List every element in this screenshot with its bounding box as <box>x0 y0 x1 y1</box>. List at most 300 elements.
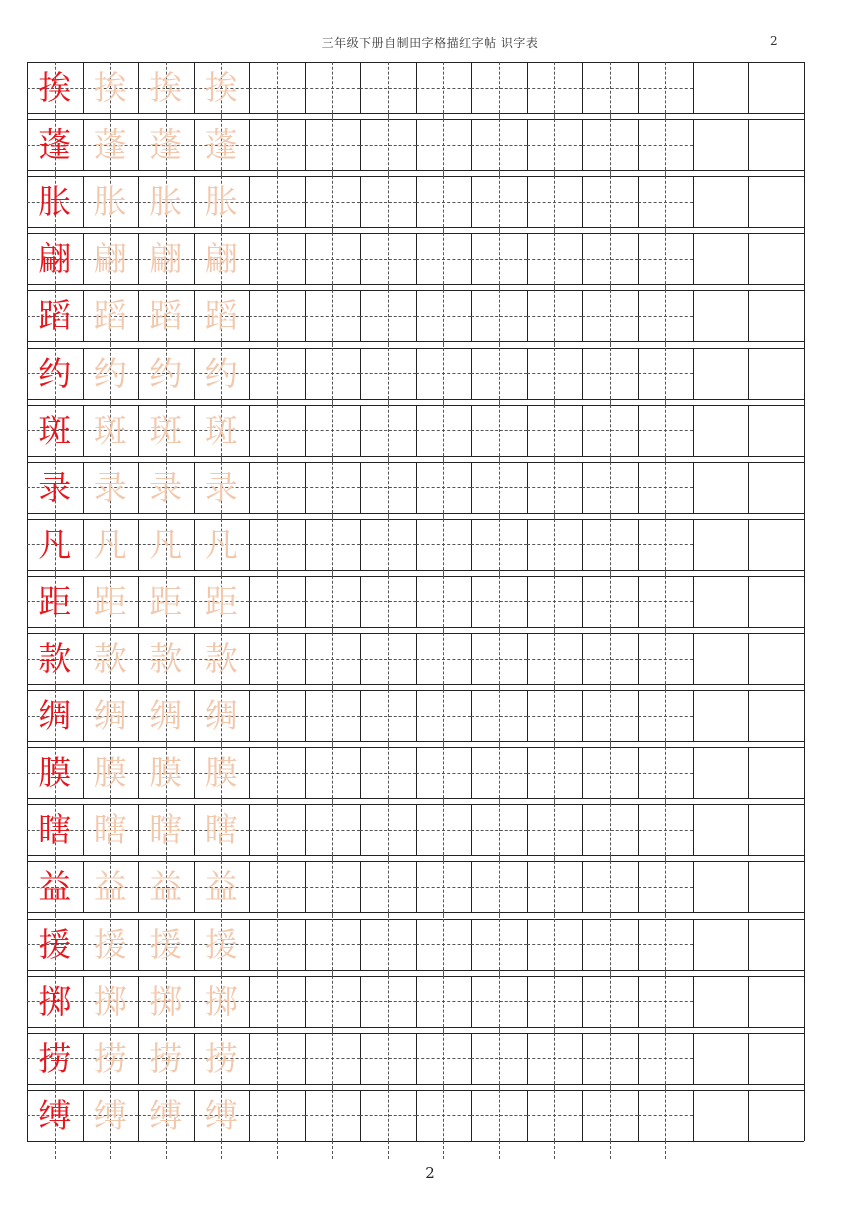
guide-gap-dash <box>277 1084 278 1090</box>
guide-gap-dash <box>665 341 666 347</box>
guide-gap-dash <box>332 170 333 176</box>
tianzige-cell <box>138 176 194 227</box>
tianzige-cell <box>27 519 83 570</box>
guide-gap-dash <box>221 627 222 633</box>
guide-gap-dash <box>55 627 56 633</box>
tianzige-cell <box>471 690 527 741</box>
tianzige-cell <box>249 462 305 513</box>
tianzige-cell <box>471 405 527 456</box>
tianzige-cell <box>27 233 83 284</box>
guide-gap-dash <box>166 970 167 976</box>
guide-gap-dash <box>221 970 222 976</box>
guide-gap-dash <box>554 627 555 633</box>
tianzige-cell <box>527 462 583 513</box>
guide-line-horizontal <box>249 887 305 888</box>
guide-gap-dash <box>499 684 500 690</box>
tianzige-cell <box>305 119 361 170</box>
tianzige-cell <box>416 348 472 399</box>
tianzige-cell <box>27 462 83 513</box>
row-bottom-border <box>27 798 804 799</box>
row-bottom-border <box>27 570 804 571</box>
guide-gap-dash <box>443 1141 444 1159</box>
tianzige-cell <box>83 861 139 912</box>
plain-cell <box>748 919 804 970</box>
trace-character: 约 <box>204 353 238 393</box>
tianzige-cell <box>305 519 361 570</box>
guide-line-horizontal <box>527 944 583 945</box>
trace-character: 胀 <box>149 182 183 222</box>
row-bottom-border <box>27 456 804 457</box>
tianzige-cell <box>416 290 472 341</box>
guide-line-horizontal <box>527 487 583 488</box>
plain-cell <box>693 462 748 513</box>
plain-cell <box>748 804 804 855</box>
tianzige-cell <box>471 919 527 970</box>
tianzige-cell <box>194 62 250 113</box>
tianzige-cell <box>471 233 527 284</box>
guide-gap-dash <box>221 684 222 690</box>
guide-gap-dash <box>499 798 500 804</box>
guide-line-horizontal <box>360 259 416 260</box>
trace-character: 款 <box>204 639 238 678</box>
guide-line-horizontal <box>360 145 416 146</box>
guide-gap-dash <box>110 912 111 918</box>
tianzige-cell <box>27 1033 83 1084</box>
guide-gap-dash <box>55 970 56 976</box>
guide-gap-dash <box>499 627 500 633</box>
tianzige-cell <box>305 348 361 399</box>
guide-gap-dash <box>388 456 389 462</box>
tianzige-cell <box>582 690 638 741</box>
guide-gap-dash <box>277 741 278 747</box>
tianzige-cell <box>138 62 194 113</box>
row-bottom-border <box>27 627 804 628</box>
tianzige-cell <box>582 462 638 513</box>
guide-gap-dash <box>110 113 111 119</box>
tianzige-cell <box>471 1090 527 1141</box>
tianzige-cell <box>582 976 638 1027</box>
guide-gap-dash <box>665 912 666 918</box>
guide-gap-dash <box>277 912 278 918</box>
guide-gap-dash <box>166 1084 167 1090</box>
guide-gap-dash <box>554 684 555 690</box>
trace-character: 绸 <box>149 696 183 736</box>
guide-gap-dash <box>332 684 333 690</box>
plain-cell <box>748 176 804 227</box>
guide-gap-dash <box>665 970 666 976</box>
guide-gap-dash <box>610 1027 611 1033</box>
tianzige-cell <box>27 405 83 456</box>
tianzige-cell <box>305 1090 361 1141</box>
model-character: 膜 <box>38 753 72 793</box>
tianzige-cell <box>416 176 472 227</box>
guide-line-horizontal <box>305 544 361 545</box>
guide-gap-dash <box>166 1027 167 1033</box>
tianzige-cell <box>416 861 472 912</box>
guide-gap-dash <box>221 1084 222 1090</box>
guide-gap-dash <box>665 1084 666 1090</box>
guide-line-horizontal <box>249 830 305 831</box>
tianzige-cell <box>360 633 416 684</box>
guide-gap-dash <box>554 170 555 176</box>
guide-gap-dash <box>499 970 500 976</box>
tianzige-cell <box>416 1033 472 1084</box>
guide-gap-dash <box>610 1084 611 1090</box>
guide-gap-dash <box>166 399 167 405</box>
tianzige-cell <box>416 519 472 570</box>
tianzige-cell <box>416 462 472 513</box>
tianzige-cell <box>194 804 250 855</box>
guide-line-horizontal <box>360 1115 416 1116</box>
guide-gap-dash <box>554 855 555 861</box>
tianzige-cell <box>638 462 694 513</box>
guide-gap-dash <box>221 1027 222 1033</box>
guide-gap-dash <box>499 341 500 347</box>
trace-character: 距 <box>93 581 127 621</box>
tianzige-cell <box>305 976 361 1027</box>
row-bottom-border <box>27 684 804 685</box>
guide-line-horizontal <box>360 88 416 89</box>
guide-gap-dash <box>665 798 666 804</box>
guide-gap-dash <box>610 684 611 690</box>
model-character: 蓬 <box>38 125 72 165</box>
guide-gap-dash <box>55 284 56 290</box>
guide-line-horizontal <box>360 887 416 888</box>
guide-gap-dash <box>665 113 666 119</box>
guide-line-horizontal <box>360 487 416 488</box>
guide-gap-dash <box>554 284 555 290</box>
tianzige-cell <box>249 919 305 970</box>
tianzige-cell <box>527 690 583 741</box>
guide-gap-dash <box>388 227 389 233</box>
guide-gap-dash <box>110 684 111 690</box>
tianzige-cell <box>416 804 472 855</box>
trace-character: 录 <box>93 467 127 507</box>
guide-gap-dash <box>665 456 666 462</box>
row-bottom-border <box>27 399 804 400</box>
guide-gap-dash <box>499 1027 500 1033</box>
plain-cell <box>693 233 748 284</box>
model-character: 捞 <box>38 1038 72 1078</box>
guide-line-horizontal <box>249 430 305 431</box>
guide-gap-dash <box>443 570 444 576</box>
tianzige-cell <box>527 633 583 684</box>
guide-gap-dash <box>221 798 222 804</box>
tianzige-cell <box>416 919 472 970</box>
tianzige-cell <box>305 405 361 456</box>
tianzige-cell <box>638 804 694 855</box>
tianzige-cell <box>360 290 416 341</box>
guide-gap-dash <box>610 570 611 576</box>
guide-line-horizontal <box>582 1001 638 1002</box>
tianzige-cell <box>527 176 583 227</box>
guide-gap-dash <box>332 1084 333 1090</box>
trace-character: 斑 <box>149 410 183 450</box>
guide-gap-dash <box>443 227 444 233</box>
guide-gap-dash <box>499 284 500 290</box>
plain-cell <box>693 176 748 227</box>
guide-line-horizontal <box>305 716 361 717</box>
guide-line-horizontal <box>416 88 472 89</box>
guide-line-horizontal <box>305 88 361 89</box>
guide-line-horizontal <box>360 773 416 774</box>
tianzige-cell <box>194 519 250 570</box>
guide-gap-dash <box>166 570 167 576</box>
guide-gap-dash <box>388 513 389 519</box>
guide-line-horizontal <box>638 487 694 488</box>
trace-character: 援 <box>204 924 238 964</box>
model-character: 蹈 <box>38 296 72 336</box>
tianzige-cell <box>305 176 361 227</box>
guide-line-horizontal <box>360 659 416 660</box>
guide-line-horizontal <box>638 1058 694 1059</box>
guide-line-horizontal <box>305 316 361 317</box>
row-bottom-border <box>27 113 804 114</box>
trace-character: 录 <box>149 467 183 507</box>
guide-gap-dash <box>221 741 222 747</box>
tianzige-cell <box>27 1090 83 1141</box>
tianzige-cell <box>638 290 694 341</box>
tianzige-cell <box>83 462 139 513</box>
tianzige-cell <box>83 1033 139 1084</box>
guide-gap-dash <box>610 170 611 176</box>
model-character: 绸 <box>38 696 72 736</box>
tianzige-cell <box>360 690 416 741</box>
model-character: 挨 <box>38 68 72 107</box>
tianzige-cell <box>582 348 638 399</box>
footer-page-number: 2 <box>425 1164 435 1182</box>
tianzige-cell <box>27 747 83 798</box>
plain-cell <box>748 1090 804 1141</box>
guide-gap-dash <box>443 798 444 804</box>
guide-gap-dash <box>665 170 666 176</box>
tianzige-cell <box>194 976 250 1027</box>
guide-gap-dash <box>443 513 444 519</box>
guide-gap-dash <box>388 341 389 347</box>
guide-gap-dash <box>610 513 611 519</box>
tianzige-cell <box>249 290 305 341</box>
guide-gap-dash <box>554 1084 555 1090</box>
tianzige-cell <box>527 348 583 399</box>
guide-gap-dash <box>277 798 278 804</box>
tianzige-cell <box>416 576 472 627</box>
guide-gap-dash <box>166 227 167 233</box>
tianzige-cell <box>305 804 361 855</box>
guide-gap-dash <box>388 284 389 290</box>
guide-gap-dash <box>332 284 333 290</box>
tianzige-cell <box>638 62 694 113</box>
tianzige-cell <box>194 576 250 627</box>
guide-gap-dash <box>388 570 389 576</box>
tianzige-cell <box>582 861 638 912</box>
guide-line-horizontal <box>638 659 694 660</box>
tianzige-cell <box>138 119 194 170</box>
tianzige-cell <box>138 462 194 513</box>
tianzige-cell <box>305 633 361 684</box>
guide-gap-dash <box>554 570 555 576</box>
guide-line-horizontal <box>527 716 583 717</box>
guide-line-horizontal <box>471 202 527 203</box>
guide-gap-dash <box>332 912 333 918</box>
guide-line-horizontal <box>582 830 638 831</box>
guide-gap-dash <box>388 170 389 176</box>
guide-line-horizontal <box>638 202 694 203</box>
guide-line-horizontal <box>416 373 472 374</box>
guide-gap-dash <box>55 684 56 690</box>
guide-line-horizontal <box>471 430 527 431</box>
tianzige-cell <box>305 1033 361 1084</box>
guide-gap-dash <box>665 741 666 747</box>
guide-line-horizontal <box>471 145 527 146</box>
tianzige-cell <box>249 690 305 741</box>
guide-line-horizontal <box>416 887 472 888</box>
guide-gap-dash <box>55 341 56 347</box>
guide-line-horizontal <box>305 373 361 374</box>
trace-character: 掷 <box>149 981 183 1021</box>
guide-gap-dash <box>388 684 389 690</box>
guide-gap-dash <box>332 113 333 119</box>
tianzige-cell <box>27 348 83 399</box>
tianzige-cell <box>638 976 694 1027</box>
guide-line-horizontal <box>638 1115 694 1116</box>
tianzige-cell <box>360 1090 416 1141</box>
guide-line-horizontal <box>527 373 583 374</box>
guide-gap-dash <box>554 341 555 347</box>
guide-gap-dash <box>221 1141 222 1159</box>
guide-gap-dash <box>332 341 333 347</box>
guide-gap-dash <box>166 627 167 633</box>
guide-line-horizontal <box>638 430 694 431</box>
trace-character: 捞 <box>149 1038 183 1078</box>
trace-character: 益 <box>204 867 238 907</box>
trace-character: 瞎 <box>204 810 238 850</box>
header-page-number: 2 <box>770 34 778 48</box>
guide-gap-dash <box>665 227 666 233</box>
guide-line-horizontal <box>471 316 527 317</box>
guide-gap-dash <box>166 798 167 804</box>
guide-gap-dash <box>221 113 222 119</box>
plain-cell <box>693 861 748 912</box>
guide-line-horizontal <box>582 1115 638 1116</box>
guide-line-horizontal <box>471 88 527 89</box>
guide-line-horizontal <box>305 773 361 774</box>
row-bottom-border <box>27 1141 804 1142</box>
guide-gap-dash <box>610 456 611 462</box>
tianzige-cell <box>83 576 139 627</box>
tianzige-cell <box>305 919 361 970</box>
plain-cell <box>693 919 748 970</box>
guide-line-horizontal <box>360 1058 416 1059</box>
trace-character: 绸 <box>204 696 238 736</box>
tianzige-cell <box>527 119 583 170</box>
plain-cell <box>748 576 804 627</box>
trace-character: 缚 <box>93 1095 127 1135</box>
guide-gap-dash <box>221 570 222 576</box>
trace-character: 翩 <box>93 239 127 279</box>
guide-gap-dash <box>554 1027 555 1033</box>
tianzige-cell <box>249 747 305 798</box>
tianzige-cell <box>471 119 527 170</box>
guide-gap-dash <box>499 570 500 576</box>
tianzige-cell <box>416 62 472 113</box>
guide-line-horizontal <box>249 88 305 89</box>
guide-line-horizontal <box>249 487 305 488</box>
guide-gap-dash <box>388 113 389 119</box>
tianzige-cell <box>138 519 194 570</box>
trace-character: 蹈 <box>93 296 127 336</box>
guide-line-horizontal <box>305 145 361 146</box>
guide-line-horizontal <box>638 716 694 717</box>
guide-gap-dash <box>499 113 500 119</box>
model-character: 益 <box>38 867 72 907</box>
guide-line-horizontal <box>416 1115 472 1116</box>
plain-cell <box>748 519 804 570</box>
guide-gap-dash <box>554 399 555 405</box>
trace-character: 蓬 <box>204 125 238 165</box>
tianzige-cell <box>360 233 416 284</box>
tianzige-cell <box>249 405 305 456</box>
guide-gap-dash <box>221 227 222 233</box>
guide-gap-dash <box>610 627 611 633</box>
guide-gap-dash <box>332 855 333 861</box>
plain-cell <box>693 747 748 798</box>
guide-line-horizontal <box>249 316 305 317</box>
guide-gap-dash <box>55 912 56 918</box>
guide-gap-dash <box>610 399 611 405</box>
guide-gap-dash <box>499 741 500 747</box>
row-bottom-border <box>27 912 804 913</box>
tianzige-cell <box>360 62 416 113</box>
tianzige-cell <box>527 1033 583 1084</box>
tianzige-cell <box>83 290 139 341</box>
row-bottom-border <box>27 741 804 742</box>
guide-gap-dash <box>499 1141 500 1159</box>
guide-line-horizontal <box>249 773 305 774</box>
guide-gap-dash <box>499 399 500 405</box>
tianzige-cell <box>138 633 194 684</box>
tianzige-cell <box>305 233 361 284</box>
guide-line-horizontal <box>582 773 638 774</box>
guide-gap-dash <box>332 227 333 233</box>
guide-gap-dash <box>554 113 555 119</box>
guide-line-horizontal <box>527 1115 583 1116</box>
model-character: 援 <box>38 924 72 964</box>
guide-line-horizontal <box>249 1058 305 1059</box>
guide-gap-dash <box>388 1141 389 1159</box>
guide-gap-dash <box>332 627 333 633</box>
guide-gap-dash <box>443 684 444 690</box>
tianzige-cell <box>638 919 694 970</box>
guide-line-horizontal <box>416 145 472 146</box>
guide-line-horizontal <box>638 1001 694 1002</box>
tianzige-cell <box>638 633 694 684</box>
guide-gap-dash <box>277 284 278 290</box>
grid-border-right <box>804 62 805 1141</box>
guide-gap-dash <box>277 227 278 233</box>
model-character: 款 <box>38 639 72 678</box>
guide-gap-dash <box>499 456 500 462</box>
guide-gap-dash <box>443 741 444 747</box>
guide-line-horizontal <box>305 1001 361 1002</box>
tianzige-cell <box>194 405 250 456</box>
guide-gap-dash <box>277 113 278 119</box>
tianzige-cell <box>360 119 416 170</box>
guide-gap-dash <box>499 1084 500 1090</box>
guide-gap-dash <box>110 1141 111 1159</box>
trace-character: 挨 <box>204 68 238 107</box>
guide-line-horizontal <box>527 887 583 888</box>
guide-line-horizontal <box>305 830 361 831</box>
